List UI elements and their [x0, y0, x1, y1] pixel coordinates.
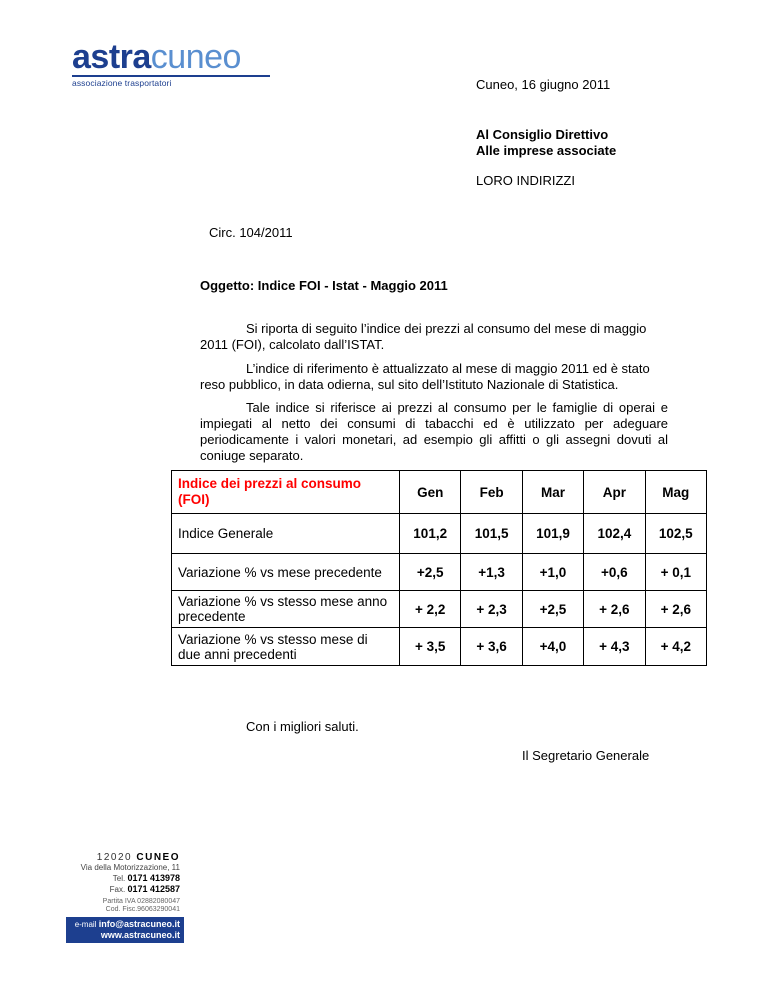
paragraph-1: Si riporta di seguito l’indice dei prezzi al consumo del mese di maggio 2011 (FOI), calcolato dall’ISTAT.	[200, 321, 647, 352]
circular-number: Circ. 104/2011	[209, 225, 293, 240]
logo-part-cuneo: cuneo	[150, 38, 241, 76]
column-header: Apr	[584, 471, 645, 514]
column-header: Mag	[645, 471, 706, 514]
row-label: Variazione % vs mese precedente	[172, 554, 400, 591]
table-cell: + 2,3	[461, 591, 522, 628]
table-cell: +2,5	[400, 554, 461, 591]
row-label: Variazione % vs stesso mese di due anni precedenti	[172, 628, 400, 666]
table-cell: +2,5	[522, 591, 583, 628]
table-cell: + 2,6	[645, 591, 706, 628]
table-cell: 101,5	[461, 514, 522, 554]
place-date: Cuneo, 16 giugno 2011	[476, 77, 611, 92]
footer-tax-code: Cod. Fisc.96063290041	[105, 906, 180, 913]
table-cell: 102,5	[645, 514, 706, 554]
column-header: Feb	[461, 471, 522, 514]
footer-website-text[interactable]: www.astracuneo.it	[100, 930, 180, 940]
addresses-line: LORO INDIRIZZI	[476, 173, 575, 188]
logo-wordmark	[72, 40, 272, 74]
table-cell: + 0,1	[645, 554, 706, 591]
footer-city: CUNEO	[136, 852, 180, 863]
footer-city-line	[80, 852, 180, 863]
signature-title: Il Segretario Generale	[522, 748, 650, 763]
table-title: Indice dei prezzi al consumo (FOI)	[172, 471, 400, 514]
footer-email[interactable]: info@astracuneo.it	[98, 919, 180, 929]
column-header: Mar	[522, 471, 583, 514]
table-cell: 101,9	[522, 514, 583, 554]
table-cell: + 3,5	[400, 628, 461, 666]
logo-subtitle: associazione trasportatori	[72, 78, 172, 88]
table-cell: +4,0	[522, 628, 583, 666]
column-header: Gen	[400, 471, 461, 514]
table-row	[172, 514, 707, 554]
row-label: Indice Generale	[172, 514, 400, 554]
table-row	[172, 628, 707, 666]
table-cell: +1,0	[522, 554, 583, 591]
table-cell: 102,4	[584, 514, 645, 554]
row-label: Variazione % vs stesso mese anno precedente	[172, 591, 400, 628]
paragraph-2: L’indice di riferimento è attualizzato al mese di maggio 2011 ed è stato reso pubblico, in data odierna, sul sito dell’Istituto Nazionale di Statistica.	[200, 361, 650, 392]
closing-greeting: Con i migliori saluti.	[246, 719, 359, 734]
footer-website[interactable]	[70, 930, 180, 941]
recipient-council: Al Consiglio Direttivo	[476, 127, 609, 142]
paragraph-3: Tale indice si riferisce ai prezzi al consumo per le famiglie di operai e impiegati al netto dei consumi di tabacchi ed è utilizzato per adeguare periodicamente i valori monetari, ad esempio gli affitti o gli assegni dovuti al coniuge separato.	[200, 400, 668, 463]
footer-web-bar	[66, 917, 184, 943]
footer-address: Via della Motorizzazione, 11	[80, 863, 180, 872]
footer-zip: 12020	[96, 852, 133, 863]
table-cell: + 4,3	[584, 628, 645, 666]
footer-tel-label: Tel.	[112, 874, 126, 883]
logo-part-astra: astra	[72, 38, 151, 76]
table-cell: 101,2	[400, 514, 461, 554]
table-row	[172, 591, 707, 628]
table-cell: +0,6	[584, 554, 645, 591]
recipient-members: Alle imprese associate	[476, 143, 617, 158]
footer-fax-label: Fax.	[109, 885, 126, 894]
footer-vat: Partita IVA 02882080047	[102, 898, 180, 905]
footer-phone-line	[80, 873, 180, 884]
footer-contact	[74, 852, 180, 943]
footer-fax: 0171 412587	[127, 884, 180, 894]
logo	[72, 40, 272, 88]
table-cell: + 3,6	[461, 628, 522, 666]
footer-email-line	[70, 919, 180, 930]
subject-line: Oggetto: Indice FOI - Istat - Maggio 2011	[200, 278, 448, 293]
table-cell: +1,3	[461, 554, 522, 591]
footer-fax-line	[80, 884, 180, 895]
footer-tel: 0171 413978	[127, 873, 180, 883]
price-index-table	[171, 470, 707, 666]
table-cell: + 2,6	[584, 591, 645, 628]
footer-email-label: e-mail	[74, 920, 97, 929]
table-cell: + 2,2	[400, 591, 461, 628]
table-cell: + 4,2	[645, 628, 706, 666]
table-header-row	[172, 471, 707, 514]
table-row	[172, 554, 707, 591]
